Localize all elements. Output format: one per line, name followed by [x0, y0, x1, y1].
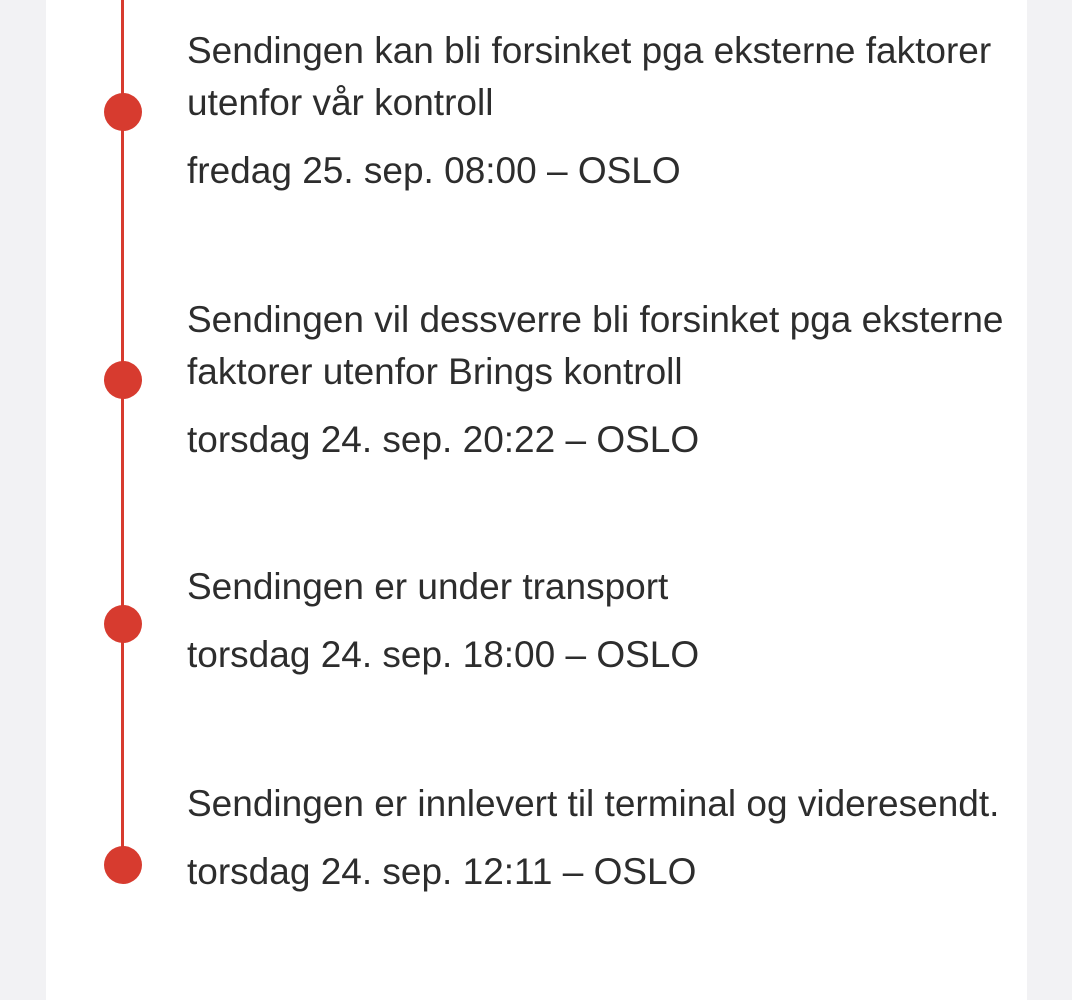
- event-title: Sendingen kan bli forsinket pga eksterne faktorer utenfor vår kontroll: [187, 30, 992, 123]
- timeline-dot: [104, 361, 142, 399]
- timeline-dot: [104, 93, 142, 131]
- timeline-dot: [104, 605, 142, 643]
- event-timestamp-location: torsdag 24. sep. 12:11 – OSLO: [187, 851, 697, 892]
- event-title: Sendingen vil dessverre bli forsinket pga eksterne faktorer utenfor Brings kontroll: [187, 299, 1004, 392]
- event-timestamp-location: torsdag 24. sep. 20:22 – OSLO: [187, 419, 700, 460]
- event-title: Sendingen er under transport: [187, 566, 669, 607]
- event-timestamp-location: fredag 25. sep. 08:00 – OSLO: [187, 150, 681, 191]
- timeline-dot: [104, 846, 142, 884]
- event-title: Sendingen er innlevert til terminal og videresendt.: [187, 783, 1000, 824]
- event-timestamp-location: torsdag 24. sep. 18:00 – OSLO: [187, 634, 700, 675]
